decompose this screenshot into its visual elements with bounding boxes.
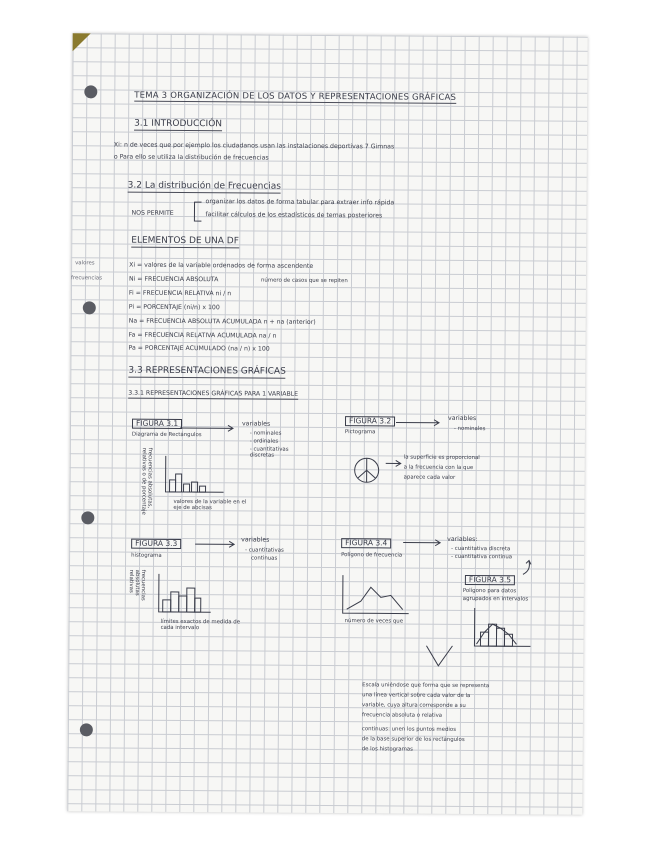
figure-3-2-desc-2: a la frecuencia con la que	[403, 464, 474, 472]
binder-hole	[83, 301, 96, 314]
figure-3-1-yaxis-note: frecuencias absolutas, relativas o de porcentaje	[140, 447, 153, 515]
element-na: Na = FRECUENCIA ABSOLUTA ACUMULADA n + na (anterior)	[128, 317, 316, 326]
element-ni-note: número de casos que se repiten	[260, 277, 348, 285]
grouped-polygon-sketch	[470, 608, 532, 650]
figure-3-3-xaxis-note: límites exactos de medida de cada intervalo	[160, 618, 241, 632]
element-fi: Fi = FRECUENCIA RELATIVA ni / n	[128, 289, 232, 298]
note-line-1: Escala uniéndose que forma que se representa	[362, 682, 490, 690]
binder-hole	[81, 511, 94, 524]
figure-3-1-vars: variables	[241, 420, 271, 428]
binder-hole	[84, 85, 97, 98]
figure-3-4-label: FIGURA 3.4	[341, 538, 391, 549]
figure-3-3-label: FIGURA 3.3	[131, 539, 181, 550]
intro-line-1: Xi: n de veces que por ejemplo los ciudadanos usan las instalaciones deportivas 7 Gimnas	[113, 141, 395, 151]
figure-3-4-var-1: - cuantitativa discreta	[451, 545, 511, 553]
figure-3-1-var-3: - cuantitativas discretas	[249, 446, 289, 459]
intro-line-2: o Para ello se utiliza la distribución de frecuencias	[113, 153, 269, 162]
note-line-5: continuas: unen los puntos medios	[361, 726, 457, 733]
note-line-2: una línea vertical sobre cada valor de la	[362, 692, 471, 700]
figure-3-5-desc-2: agrupados en intervalos	[462, 595, 529, 603]
element-fa: Fa = FRECUENCIA RELATIVA ACUMULADA na / n	[128, 331, 277, 340]
page-title: TEMA 3 ORGANIZACIÓN DE LOS DATOS Y REPRESENTACIONES GRÁFICAS	[134, 90, 457, 103]
figure-3-4-vars: variables:	[447, 535, 478, 544]
page-corner	[73, 33, 91, 51]
figure-3-2-desc-1: la superficie es proporcional	[403, 454, 480, 462]
arrow-icon	[180, 425, 238, 431]
figure-3-2-label: FIGURA 3.2	[345, 416, 395, 427]
arrow-icon	[396, 419, 444, 425]
figure-3-4-name: Polígono de frecuencia	[341, 552, 403, 559]
figure-3-4-var-2: - cuantitativa continua	[451, 553, 513, 561]
bar-chart-sketch	[161, 456, 225, 496]
figure-3-1-var-2: - ordinales	[249, 438, 279, 445]
note-line-7: de los histogramas	[361, 746, 413, 753]
figure-3-4-xaxis-note: número de veces que	[344, 618, 404, 625]
section-heading-distribucion: 3.2 La distribución de Frecuencias	[127, 180, 282, 192]
down-arrow-icon	[424, 644, 454, 670]
figure-3-2-desc-3: aparece cada valor	[403, 474, 456, 481]
figure-3-3-yaxis-note: frecuencias absolutas relativas	[127, 569, 146, 601]
margin-note-frecuencias: frecuencias	[70, 275, 103, 282]
subsection-heading-1-variable: 3.3.1 REPRESENTACIONES GRÁFICAS PARA 1 VARIABLE	[128, 389, 299, 398]
figure-3-1-xaxis-note: valores de la variable en el eje de abcisas	[173, 498, 247, 512]
section-heading-elementos: ELEMENTOS DE UNA DF	[131, 235, 239, 247]
element-pa: Pa = PORCENTAJE ACUMULADO (na / n) x 100	[128, 344, 270, 353]
element-xi: Xi = valores de la variable ordenados de forma ascendente	[129, 261, 314, 270]
figure-3-1-name: Diagrama de Rectángulos	[131, 431, 202, 439]
section-heading-introduccion: 3.1 INTRODUCCIÓN	[134, 118, 223, 130]
figure-3-1-label: FIGURA 3.1	[132, 419, 182, 430]
figure-3-5-desc-1: Polígono para datos	[462, 587, 517, 595]
element-ni: Ni = FRECUENCIA ABSOLUTA	[128, 275, 219, 284]
note-line-3: variable, cuya altura corresponde a su	[362, 702, 466, 709]
frequency-polygon-sketch	[339, 575, 413, 618]
arrow-icon	[195, 541, 239, 547]
figure-3-3-vars: variables	[241, 536, 270, 544]
margin-note-valores: valores	[75, 260, 95, 267]
permite-item-2: facilitar cálculos de los estadísticos de temas posteriores	[205, 211, 383, 220]
figure-3-3-var-2: continuas	[251, 555, 278, 562]
note-line-6: de la base superior de los rectángulos	[361, 736, 465, 743]
notebook-page	[67, 33, 587, 815]
binder-hole	[80, 723, 93, 736]
figure-3-2-vars: variables	[448, 414, 477, 423]
permite-item-1: organizar los datos de forma tabular para extraer info rápida	[205, 198, 395, 207]
figure-3-1-var-1: - nominales	[249, 430, 282, 437]
arrow-icon	[403, 540, 445, 546]
section-heading-representaciones: 3.3 REPRESENTACIONES GRÁFICAS	[128, 365, 286, 377]
histogram-sketch	[155, 574, 215, 616]
figure-3-3-var-1: - cuantitativas	[245, 547, 284, 554]
note-line-4: frecuencia absoluta o relativa	[361, 712, 443, 719]
figure-3-5-label: FIGURA 3.5	[465, 575, 515, 586]
nos-permite-label: NOS PERMITE	[131, 209, 174, 217]
figure-3-3-name: histograma	[131, 552, 162, 559]
figure-3-2-var-1: - nominales	[453, 425, 486, 433]
curved-arrow-icon	[521, 560, 533, 576]
figure-3-2-name: Pictograma	[344, 429, 376, 436]
element-pi: Pi = PORCENTAJE (ni/n) x 100	[128, 303, 220, 312]
pictogram-sketch	[352, 455, 382, 485]
